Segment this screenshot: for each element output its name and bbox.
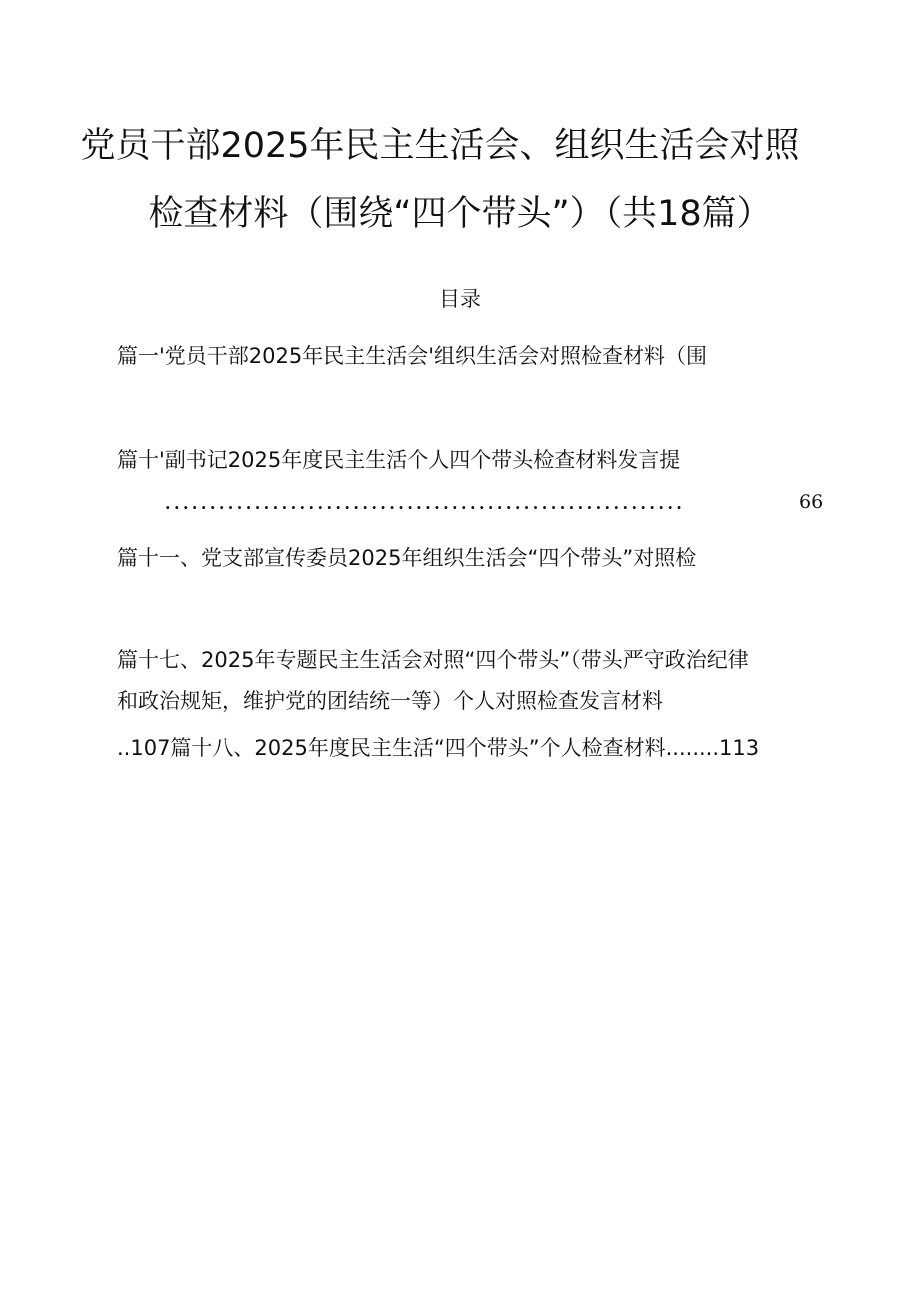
toc-entry-4-line-2[interactable]: 和政治规矩，维护党的团结统一等）个人对照检查发言材料 xyxy=(117,689,663,713)
toc-entry-2-leader: .......................................................... xyxy=(165,494,686,513)
document-title-line-1: 党员干部2025年民主生活会、组织生活会对照 xyxy=(80,126,800,166)
toc-entry-1[interactable]: 篇一'党员干部2025年民主生活会'组织生活会对照检查材料（围 xyxy=(117,344,707,368)
toc-heading: 目录 xyxy=(439,287,481,311)
toc-entry-4-line-1[interactable]: 篇十七、2025年专题民主生活会对照“四个带头”（带头严守政治纪律 xyxy=(117,648,749,672)
toc-entry-3[interactable]: 篇十一、党支部宣传委员2025年组织生活会“四个带头”对照检 xyxy=(117,546,697,570)
toc-entry-2[interactable]: 篇十'副书记2025年度民主生活个人四个带头检查材料发言提 xyxy=(117,448,681,472)
document-title-line-2: 检查材料（围绕“四个带头”）（共18篇） xyxy=(148,194,772,234)
toc-entry-4-line-3[interactable]: ..107篇十八、2025年度民主生活“四个带头”个人检查材料........113 xyxy=(117,736,760,760)
toc-entry-2-page: 66 xyxy=(799,491,824,513)
